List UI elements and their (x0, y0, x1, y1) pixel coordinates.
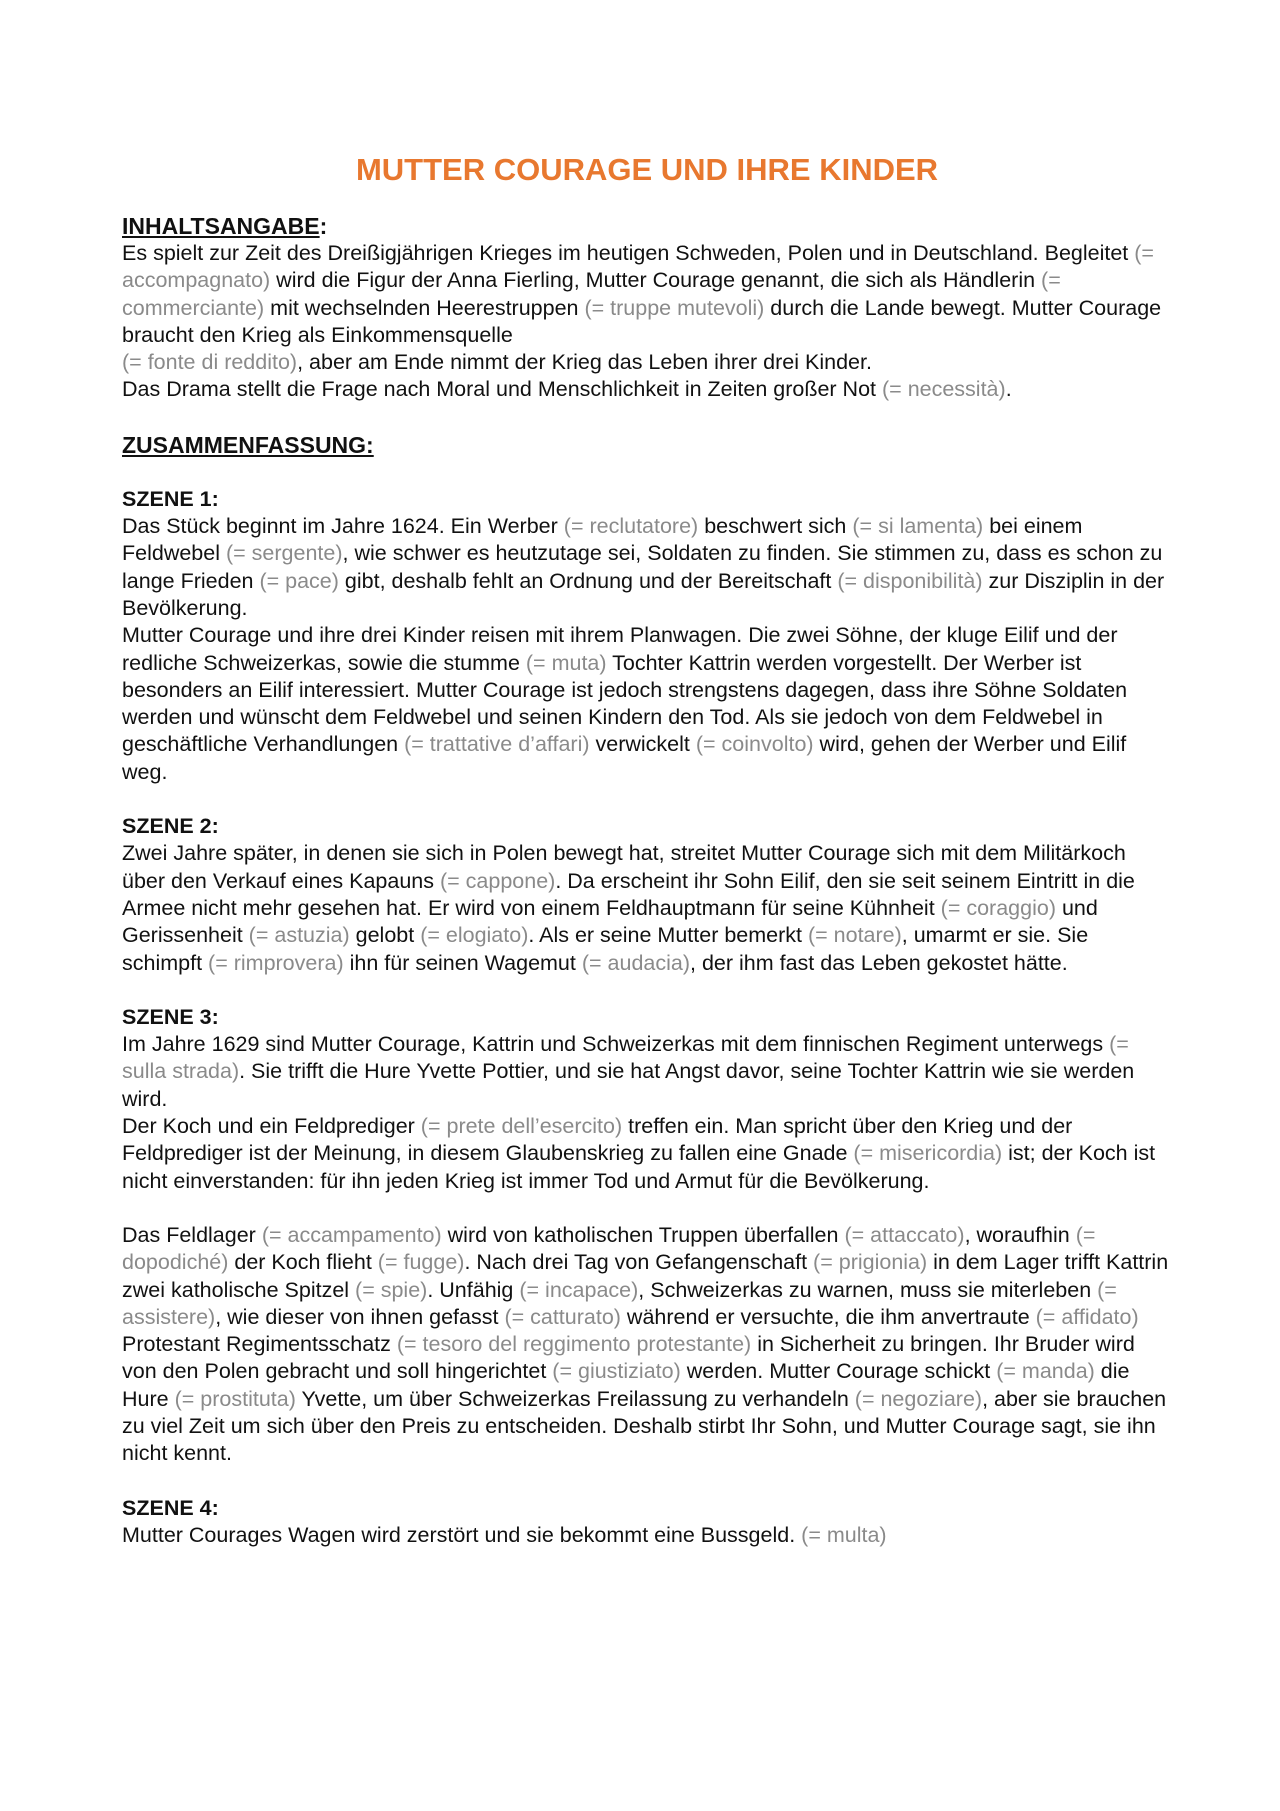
paragraph (122, 349, 1172, 376)
inhalt-body (122, 240, 1172, 404)
translation-gloss: (= pace) (259, 568, 339, 593)
text-run: in Sicherheit zu bringen. Ihr Bruder wird von den Polen gebracht und soll hingerichtet (122, 1332, 1135, 1384)
text-run: ist; der Koch ist nicht einverstanden: für ihn jeden Krieg ist immer Tod und Armut für die Bevölkerung. (122, 1141, 1156, 1193)
text-run: Mutter Courages Wagen wird zerstört und sie bekommt eine Bussgeld. (122, 1522, 802, 1547)
translation-gloss: (= reclutatore) (563, 514, 699, 539)
spacer (122, 1468, 1172, 1495)
translation-gloss: (= assistere) (122, 1277, 1117, 1329)
translation-gloss: (= elogiato) (420, 923, 529, 948)
translation-gloss: (= necessità) (882, 377, 1006, 402)
translation-gloss: (= astuzia) (248, 923, 350, 948)
zusammenfassung-heading (122, 431, 1172, 459)
translation-gloss: (= coinvolto) (695, 732, 814, 757)
translation-gloss: (= truppe mutevoli) (584, 295, 765, 320)
text-run: , aber am Ende nimmt der Krieg das Leben ihrer drei Kinder. (297, 350, 872, 375)
text-run: der Koch flieht (228, 1250, 378, 1275)
spacer (122, 1195, 1172, 1222)
translation-gloss: (= multa) (801, 1522, 887, 1547)
text-run: Im Jahre 1629 sind Mutter Courage, Kattrin und Schweizerkas mit dem finnischen Regiment unterwegs (122, 1032, 1110, 1057)
text-run: . Unfähig (427, 1277, 520, 1302)
text-run: Tochter Kattrin werden vorgestellt. Der Werber ist besonders an Eilif interessiert. Mutter Courage ist jedoch strengstens dagegen, dass ihre Söhne Soldaten werden und wünscht dem Feldwebel und seinen Kindern den Tod. Als sie jedoch von dem Feldwebel in geschäftliche Verhandlungen (122, 650, 1128, 757)
translation-gloss: (= tesoro del reggimento protestante) (396, 1332, 752, 1357)
spacer (122, 977, 1172, 1004)
paragraph (122, 1031, 1172, 1113)
text-run: . (1005, 377, 1012, 402)
text-run: während er versuchte, die ihm anvertraute (620, 1304, 1036, 1329)
translation-gloss: (= spie) (355, 1277, 428, 1302)
text-run: Protestant Regimentsschatz (122, 1332, 397, 1357)
spacer (122, 786, 1172, 813)
translation-gloss: (= catturato) (504, 1304, 621, 1329)
translation-gloss: (= cappone) (439, 868, 556, 893)
text-run: Das Stück beginnt im Jahre 1624. Ein Werber (122, 514, 564, 539)
scene-heading: SZENE 1: (122, 486, 219, 511)
text-run: gelobt (349, 923, 421, 948)
scenes-container (122, 486, 1172, 1549)
text-run: Das Feldlager (122, 1222, 262, 1247)
paragraph (122, 376, 1172, 403)
text-run: Yvette, um über Schweizerkas Freilassung zu verhandeln (295, 1386, 855, 1411)
translation-gloss: (= fugge) (377, 1250, 465, 1275)
scene-heading: SZENE 2: (122, 814, 219, 839)
paragraph (122, 1222, 1172, 1468)
translation-gloss: (= trattative d’affari) (404, 732, 590, 757)
text-run: wird die Figur der Anna Fierling, Mutter Courage genannt, die sich als Händlerin (270, 268, 1042, 293)
paragraph (122, 1113, 1172, 1195)
zusammenfassung-heading-text: ZUSAMMENFASSUNG: (122, 431, 374, 458)
text-run: treffen ein. Man spricht über den Krieg und der Feldprediger ist der Meinung, in diesem Glaubenskrieg zu fallen eine Gnade (122, 1114, 1073, 1166)
spacer (122, 459, 1172, 486)
translation-gloss: (= commerciante) (122, 268, 1061, 320)
text-run: die Hure (122, 1359, 1130, 1411)
text-run: . Als er seine Mutter bemerkt (528, 923, 808, 948)
translation-gloss: (= sulla strada) (122, 1032, 1129, 1084)
scene-heading: SZENE 4: (122, 1495, 219, 1520)
translation-gloss: (= si lamenta) (852, 514, 984, 539)
text-run: , umarmt er sie. Sie schimpft (122, 923, 1089, 975)
translation-gloss: (= incapace) (519, 1277, 639, 1302)
text-run: zur Disziplin in der Bevölkerung. (122, 568, 1165, 620)
paragraph (122, 840, 1172, 976)
translation-gloss: (= giustiziato) (552, 1359, 681, 1384)
text-run: Der Koch und ein Feldprediger (122, 1114, 421, 1139)
text-run: Mutter Courage und ihre drei Kinder reisen mit ihrem Planwagen. Die zwei Söhne, der kluge Eilif und der redliche Schweizerkas, sowie die stumme (122, 623, 1118, 675)
translation-gloss: (= sergente) (225, 541, 343, 566)
translation-gloss: (= rimprovera) (208, 950, 344, 975)
paragraph (122, 622, 1172, 786)
text-run: , woraufhin (964, 1222, 1076, 1247)
translation-gloss: (= affidato) (1035, 1304, 1139, 1329)
translation-gloss: (= manda) (996, 1359, 1095, 1384)
text-run: bei einem Feldwebel (122, 514, 1083, 566)
text-run: wird von katholischen Truppen überfallen (441, 1222, 845, 1247)
translation-gloss: (= accompagnato) (122, 241, 1154, 293)
text-run: . Sie trifft die Hure Yvette Pottier, und sie hat Angst davor, seine Tochter Kattrin wie sie werden wird. (122, 1059, 1135, 1111)
translation-gloss: (= notare) (807, 923, 902, 948)
text-run: wird, gehen der Werber und Eilif weg. (122, 732, 1127, 784)
paragraph (122, 1522, 1172, 1549)
translation-gloss: (= muta) (525, 650, 607, 675)
text-run: mit wechselnden Heerestruppen (264, 295, 585, 320)
text-run: . Da erscheint ihr Sohn Eilif, den sie seit seinem Eintritt in die Armee nicht mehr gesehen hat. Er wird von einem Feldhauptmann für seine Kühnheit (122, 868, 1135, 920)
translation-gloss: (= prete dell’esercito) (420, 1114, 623, 1139)
inhalt-heading-text: INHALTSANGABE (122, 213, 320, 239)
scene-heading: SZENE 3: (122, 1004, 219, 1029)
text-run: durch die Lande bewegt. Mutter Courage braucht den Krieg als Einkommensquelle (122, 295, 1162, 347)
text-run: werden. Mutter Courage schickt (680, 1359, 997, 1384)
translation-gloss: (= fonte di reddito) (122, 350, 298, 375)
text-run: gibt, deshalb fehlt an Ordnung und der Bereitschaft (338, 568, 838, 593)
text-run: , wie schwer es heutzutage sei, Soldaten zu finden. Sie stimmen zu, dass es schon zu lange Frieden (122, 541, 1163, 593)
translation-gloss: (= accampamento) (261, 1222, 442, 1247)
text-run: , Schweizerkas zu warnen, muss sie miterleben (638, 1277, 1098, 1302)
inhalt-heading (122, 212, 1172, 240)
translation-gloss: (= misericordia) (853, 1141, 1003, 1166)
text-run: . Nach drei Tag von Gefangenschaft (464, 1250, 814, 1275)
translation-gloss: (= disponibilità) (837, 568, 983, 593)
spacer (122, 404, 1172, 431)
inhalt-heading-colon: : (319, 213, 328, 239)
translation-gloss: (= prostituta) (174, 1386, 296, 1411)
text-run: Zwei Jahre später, in denen sie sich in Polen bewegt hat, streitet Mutter Courage sich mit dem Militärkoch über den Verkauf eines Kapauns (122, 841, 1126, 893)
translation-gloss: (= audacia) (581, 950, 691, 975)
text-run: , wie dieser von ihnen gefasst (215, 1304, 505, 1329)
text-run: , aber sie brauchen zu viel Zeit um sich über den Preis zu entscheiden. Deshalb stirbt Ihr Sohn, und Mutter Courage sagt, sie ihn nicht kennt. (122, 1386, 1167, 1466)
paragraph (122, 240, 1172, 349)
text-run: verwickelt (589, 732, 696, 757)
translation-gloss: (= negoziare) (854, 1386, 983, 1411)
text-run: , der ihm fast das Leben gekostet hätte. (690, 950, 1068, 975)
text-run: in dem Lager trifft Kattrin zwei katholische Spitzel (122, 1250, 1169, 1302)
text-run: beschwert sich (698, 514, 853, 539)
text-run: Es spielt zur Zeit des Dreißigjährigen Krieges im heutigen Schweden, Polen und in Deutschland. Begleitet (122, 241, 1135, 265)
translation-gloss: (= coraggio) (940, 895, 1056, 920)
text-run: und Gerissenheit (122, 895, 1098, 948)
text-run: Das Drama stellt die Frage nach Moral und Menschlichkeit in Zeiten großer Not (122, 377, 882, 402)
translation-gloss: (= prigionia) (813, 1250, 928, 1275)
translation-gloss: (= dopodiché) (122, 1222, 1096, 1275)
text-run: ihn für seinen Wagemut (343, 950, 582, 975)
document-title: MUTTER COURAGE UND IHRE KINDER (355, 152, 939, 187)
translation-gloss: (= attaccato) (844, 1222, 965, 1247)
paragraph (122, 513, 1172, 622)
